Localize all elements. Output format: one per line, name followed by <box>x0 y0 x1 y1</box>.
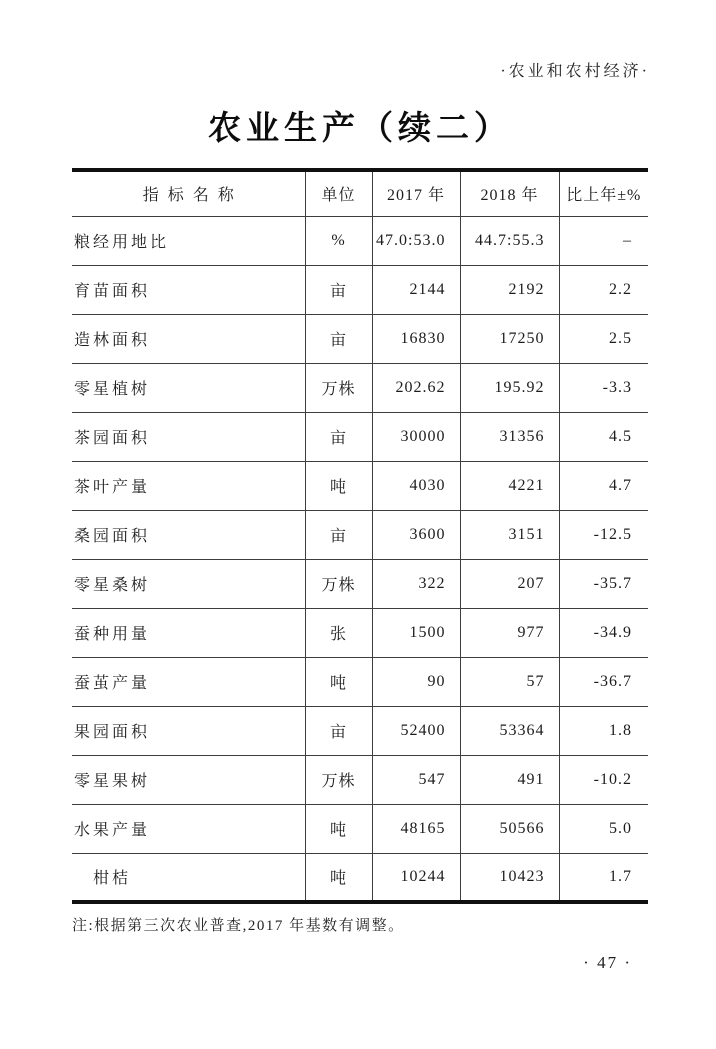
table-row <box>72 755 648 804</box>
value-2018-cell: 4221 <box>460 461 559 510</box>
value-2017-cell: 52400 <box>372 706 460 755</box>
table-row <box>72 657 648 706</box>
table-row <box>72 363 648 412</box>
indicator-cell: 粮经用地比 <box>72 216 305 265</box>
header-cell-unit: 单位 <box>305 170 372 216</box>
indicator-cell: 零星果树 <box>72 755 305 804</box>
value-2017-cell: 47.0:53.0 <box>372 216 460 265</box>
indicator-cell: 桑园面积 <box>72 510 305 559</box>
running-head: ·农业和农村经济· <box>500 63 650 80</box>
value-2017-cell: 547 <box>372 755 460 804</box>
table-row <box>72 412 648 461</box>
change-cell: -35.7 <box>559 559 648 608</box>
change-cell: – <box>559 216 648 265</box>
table-row <box>72 804 648 853</box>
unit-cell: 吨 <box>305 461 372 510</box>
value-2017-cell: 48165 <box>372 804 460 853</box>
table-row <box>72 265 648 314</box>
table-row <box>72 461 648 510</box>
unit-cell: 万株 <box>305 559 372 608</box>
unit-cell: 万株 <box>305 755 372 804</box>
change-cell: 4.5 <box>559 412 648 461</box>
value-2017-cell: 90 <box>372 657 460 706</box>
header-cell-2018: 2018 年 <box>460 170 559 216</box>
unit-cell: % <box>305 216 372 265</box>
header-cell-2017: 2017 年 <box>372 170 460 216</box>
change-cell: 5.0 <box>559 804 648 853</box>
change-cell: 1.7 <box>609 867 632 885</box>
value-2018-cell: 17250 <box>460 314 559 363</box>
indicator-cell: 零星桑树 <box>72 559 305 608</box>
table-row <box>72 608 648 657</box>
value-2018-cell: 207 <box>460 559 559 608</box>
table-row <box>72 510 648 559</box>
unit-cell: 吨 <box>305 853 372 902</box>
value-2017-cell: 1500 <box>372 608 460 657</box>
value-2017-cell: 3600 <box>372 510 460 559</box>
change-cell: -34.9 <box>559 608 648 657</box>
value-2018-cell: 491 <box>460 755 559 804</box>
indicator-cell: 水果产量 <box>72 804 305 853</box>
value-2018-cell: 57 <box>460 657 559 706</box>
value-2018-cell: 31356 <box>460 412 559 461</box>
indicator-cell: 蚕种用量 <box>72 608 305 657</box>
table-row <box>72 314 648 363</box>
indicators-table <box>72 168 648 904</box>
value-2017-cell: 10244 <box>372 853 460 902</box>
value-2018-cell: 44.7:55.3 <box>460 216 559 265</box>
unit-cell: 吨 <box>305 804 372 853</box>
value-2018-cell: 53364 <box>460 706 559 755</box>
unit-cell: 万株 <box>305 363 372 412</box>
indicator-cell: 果园面积 <box>72 706 305 755</box>
value-2018-cell: 195.92 <box>460 363 559 412</box>
indicator-cell: 造林面积 <box>72 314 305 363</box>
unit-cell: 亩 <box>305 412 372 461</box>
value-2018-cell: 977 <box>460 608 559 657</box>
indicator-cell: 柑桔 <box>72 853 305 902</box>
header-cell-change: 比上年±% <box>559 170 648 216</box>
value-2017-cell: 202.62 <box>372 363 460 412</box>
indicator-cell: 育苗面积 <box>72 265 305 314</box>
unit-cell: 亩 <box>305 265 372 314</box>
table-row <box>72 853 648 902</box>
footnote: 注:根据第三次农业普查,2017 年基数有调整。 <box>72 918 405 934</box>
value-2018-cell: 50566 <box>460 804 559 853</box>
page-title: 农业生产（续二） <box>208 109 512 146</box>
indicator-cell: 茶园面积 <box>72 412 305 461</box>
unit-cell: 亩 <box>305 314 372 363</box>
table-row <box>72 216 648 265</box>
value-2017-cell: 4030 <box>372 461 460 510</box>
change-cell: -10.2 <box>559 755 648 804</box>
change-cell: 2.5 <box>559 314 648 363</box>
change-cell: -3.3 <box>559 363 648 412</box>
value-2017-cell: 322 <box>372 559 460 608</box>
header-cell-indicator: 指标名称 <box>72 170 305 216</box>
unit-cell: 亩 <box>305 510 372 559</box>
change-cell: -36.7 <box>559 657 648 706</box>
value-2017-cell: 30000 <box>372 412 460 461</box>
unit-cell: 吨 <box>305 657 372 706</box>
table-header-row <box>72 170 648 216</box>
value-2018-cell: 2192 <box>460 265 559 314</box>
table-body <box>72 216 648 902</box>
unit-cell: 张 <box>305 608 372 657</box>
table-row <box>72 706 648 755</box>
indicator-cell: 零星植树 <box>72 363 305 412</box>
indicator-cell: 茶叶产量 <box>72 461 305 510</box>
unit-cell: 亩 <box>305 706 372 755</box>
change-cell: 4.7 <box>559 461 648 510</box>
value-2017-cell: 16830 <box>372 314 460 363</box>
table-row <box>72 559 648 608</box>
change-cell: 2.2 <box>559 265 648 314</box>
value-2018-cell: 3151 <box>460 510 559 559</box>
value-2018-cell: 10423 <box>460 853 559 902</box>
change-cell: -12.5 <box>559 510 648 559</box>
indicator-cell: 蚕茧产量 <box>72 657 305 706</box>
value-2017-cell: 2144 <box>372 265 460 314</box>
page-number: · 47 · <box>583 953 632 972</box>
change-cell: 1.8 <box>559 706 648 755</box>
